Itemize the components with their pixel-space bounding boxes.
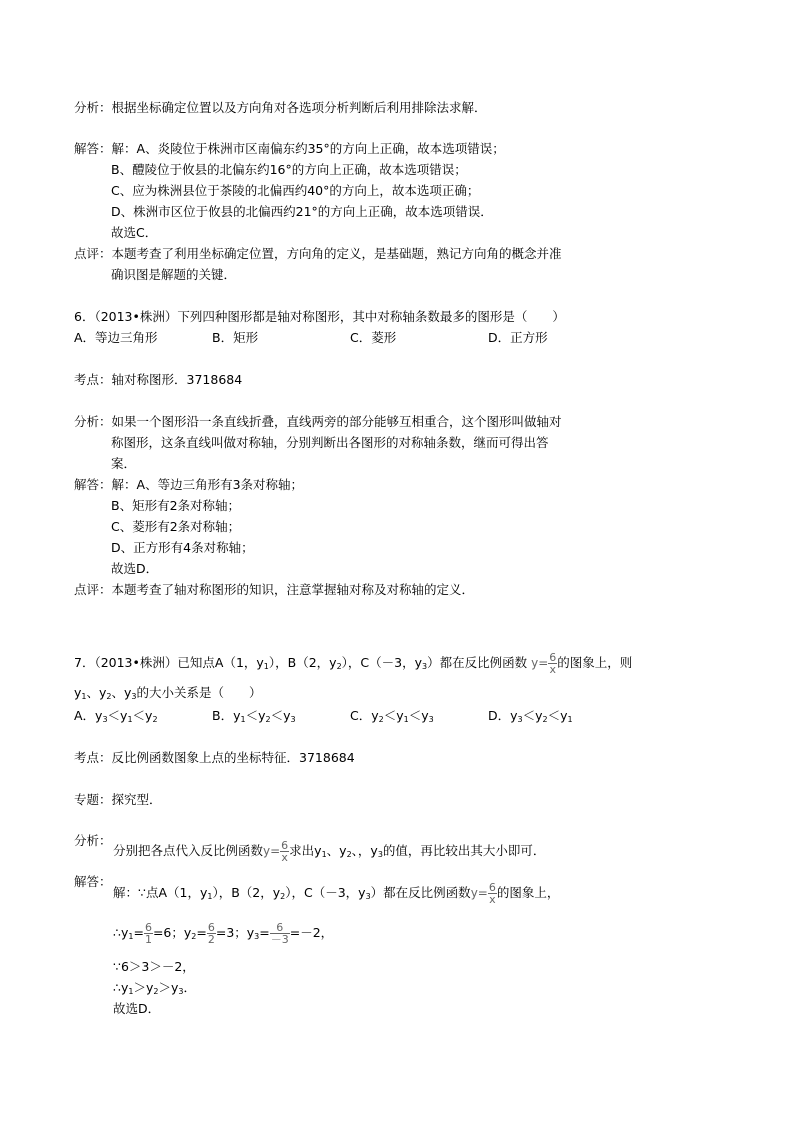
q7-analysis-label: 分析：	[74, 833, 112, 848]
q6-answer-line-3: C、菱形有2条对称轴；	[111, 519, 241, 534]
q7-answer-line-2: $\therefore y_1=$ $\frac{6}{1}$ =6；$y_2=$ $\frac{6}{2}$ =3；$y_3=$ $\frac{6}{-3}$ =－2，	[113, 921, 334, 946]
q7-option-b: B．$y_1<y_2<y_3$	[212, 708, 296, 724]
q6-answer-line-5: 故选D．	[111, 561, 159, 576]
q6-kaodian: 考点：轴对称图形．3718684	[74, 372, 243, 387]
q7-zhuanti: 专题：探究型．	[74, 792, 162, 807]
q6-option-c: C．菱形	[350, 330, 397, 345]
q7-analysis: 分别把各点代入反比例函数y= $\frac{6}{x}$ 求出$y_1$、$y_2$、，$y_3$的值，再比较出其大小即可．	[113, 839, 546, 864]
q7-answer-label: 解答：	[74, 874, 112, 889]
q7-answer-line-1: 解：∵点A（1，$y_1$），B（2，$y_2$），C（－3，$y_3$）都在反比例函数y= $\frac{6}{x}$ 的图象上，	[113, 881, 560, 906]
q5-answer-line-2: B、醴陵位于攸县的北偏东约16°的方向上正确，故本选项错误；	[111, 162, 467, 177]
q6-option-a: A．等边三角形	[74, 330, 158, 345]
q6-option-b: B．矩形	[212, 330, 259, 345]
q7-answer-line-4: $\therefore y_1>y_2>y_3$．	[113, 980, 196, 996]
q7-function-fraction: $\frac{6}{x}$	[549, 651, 557, 676]
q7-question-line-1: 7．（2013•株洲）已知点A（1，$y_1$），B（2，$y_2$），C（－3，$y_3$）都在反比例函数 y= $\frac{6}{x}$ 的图象上，则	[74, 651, 633, 676]
q7-answer-line-3: ∵6＞3＞－2，	[113, 959, 195, 974]
q5-answer-line-1: 解答：解：A、炎陵位于株洲市区南偏东约35°的方向上正确，故本选项错误；	[74, 141, 505, 156]
q7-kaodian: 考点：反比例函数图象上点的坐标特征．3718684	[74, 750, 355, 765]
q5-answer-line-4: D、株洲市区位于攸县的北偏西约21°的方向上正确，故本选项错误．	[111, 204, 493, 219]
q6-comment: 点评：本题考查了轴对称图形的知识，注意掌握轴对称及对称轴的定义．	[74, 582, 475, 597]
q5-comment-line-1: 点评：本题考查了利用坐标确定位置，方向角的定义，是基础题，熟记方向角的概念并准	[74, 246, 562, 261]
q6-option-d: D．正方形	[488, 330, 548, 345]
q7-answer-line-5: 故选D．	[113, 1001, 161, 1016]
q6-analysis-line-3: 案．	[111, 456, 137, 471]
q7-question-line-2: $y_1$、$y_2$、$y_3$的大小关系是（ ）	[74, 685, 262, 701]
q6-question: 6．（2013•株洲）下列四种图形都是轴对称图形，其中对称轴条数最多的图形是（ ）	[74, 309, 565, 324]
q6-answer-line-2: B、矩形有2条对称轴；	[111, 498, 241, 513]
q7-option-d: D．$y_3<y_2<y_1$	[488, 708, 573, 724]
q7-option-c: C．$y_2<y_1<y_3$	[350, 708, 434, 724]
q6-answer-line-1: 解答：解：A、等边三角形有3条对称轴；	[74, 477, 304, 492]
q6-analysis-line-2: 称图形，这条直线叫做对称轴，分别判断出各图形的对称轴条数，继而可得出答	[111, 435, 549, 450]
q5-comment-line-2: 确识图是解题的关键．	[111, 267, 237, 282]
q5-answer-line-3: C、应为株洲县位于茶陵的北偏西约40°的方向上，故本选项正确；	[111, 183, 480, 198]
q6-analysis-line-1: 分析：如果一个图形沿一条直线折叠，直线两旁的部分能够互相重合，这个图形叫做轴对	[74, 414, 562, 429]
q7-option-a: A．$y_3<y_1<y_2$	[74, 708, 158, 724]
q5-answer-line-5: 故选C．	[111, 225, 158, 240]
q6-answer-line-4: D、正方形有4条对称轴；	[111, 540, 254, 555]
q5-analysis: 分析：根据坐标确定位置以及方向角对各选项分析判断后利用排除法求解．	[74, 100, 487, 115]
